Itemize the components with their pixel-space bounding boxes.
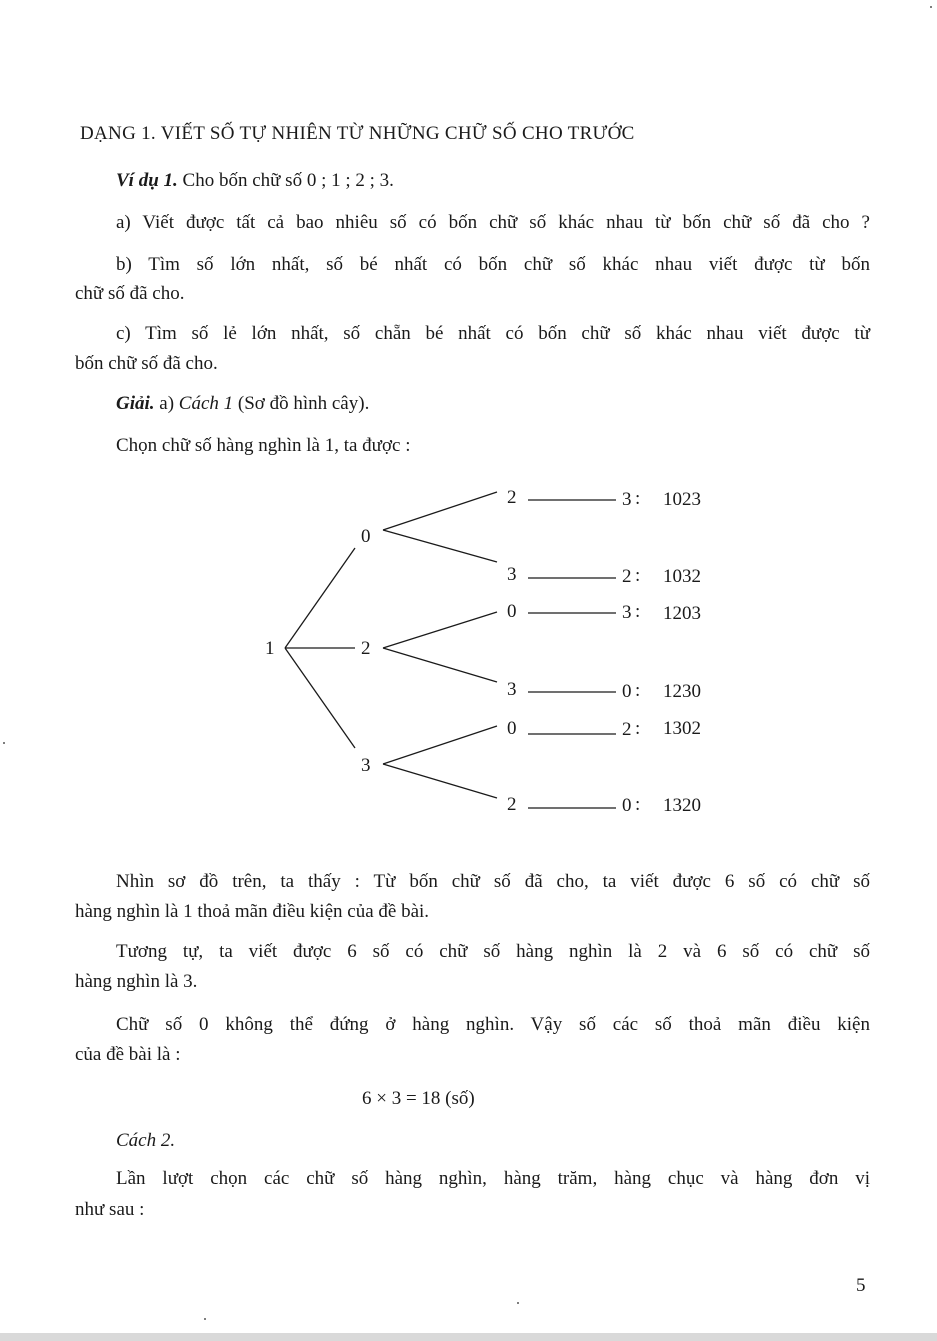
example-part-c-line2: bốn chữ số đã cho. (75, 353, 218, 374)
tree-edge (383, 492, 497, 530)
tree-colon: : (635, 794, 641, 815)
scan-bottom-edge (0, 1333, 937, 1341)
tree-node-units: 2 (622, 719, 632, 740)
tree-node-hundreds: 2 (507, 487, 517, 508)
tree-node-level2: 2 (361, 638, 371, 659)
tree-node-units: 3 (622, 489, 632, 510)
tree-colon: : (635, 601, 641, 622)
section-heading: DẠNG 1. VIẾT SỐ TỰ NHIÊN TỪ NHỮNG CHỮ SỐ CHO TRƯỚC (80, 123, 635, 144)
tree-node-hundreds: 2 (507, 794, 517, 815)
example-intro-line (116, 170, 394, 192)
tree-node-level2: 0 (361, 526, 371, 547)
tree-node-hundreds: 0 (507, 601, 517, 622)
paragraph-1-line1: Nhìn sơ đồ trên, ta thấy : Từ bốn chữ số đã cho, ta viết được 6 số có chữ số (116, 871, 870, 892)
tree-colon: : (635, 680, 641, 701)
example-intro: Cho bốn chữ số 0 ; 1 ; 2 ; 3. (182, 170, 394, 191)
paragraph-2-line2: hàng nghìn là 3. (75, 971, 198, 992)
method2-label: Cách 2. (116, 1130, 176, 1151)
tree-edge (285, 648, 355, 748)
example-label: Ví dụ 1. (116, 170, 178, 191)
tree-edge (383, 726, 497, 764)
tree-edge (383, 648, 497, 682)
tree-result-number: 1302 (663, 718, 701, 739)
tree-node-units: 3 (622, 602, 632, 623)
tree-node-hundreds: 3 (507, 679, 517, 700)
example-part-b-line1: b) Tìm số lớn nhất, số bé nhất có bốn chữ số khác nhau viết được từ bốn (116, 254, 870, 275)
tree-diagram (0, 470, 937, 820)
tree-colon: : (635, 488, 641, 509)
paragraph-3-line2: của đề bài là : (75, 1044, 181, 1065)
tree-edge (285, 548, 355, 648)
tree-root: 1 (265, 638, 275, 659)
method1-label: Cách 1 (178, 393, 234, 414)
example-part-b-line2: chữ số đã cho. (75, 283, 185, 304)
scan-speck (204, 1318, 206, 1320)
scan-speck (3, 742, 5, 744)
method1-note: (Sơ đồ hình cây). (237, 393, 370, 414)
scan-speck (517, 1302, 519, 1304)
tree-edge (383, 612, 497, 648)
paragraph-3-line1: Chữ số 0 không thể đứng ở hàng nghìn. Vậy số các số thoả mãn điều kiện (116, 1014, 870, 1035)
tree-edge (383, 764, 497, 798)
tree-colon: : (635, 565, 641, 586)
tree-colon: : (635, 718, 641, 739)
solution-line (116, 393, 369, 415)
paragraph-4-line2: như sau : (75, 1199, 145, 1220)
tree-result-number: 1032 (663, 566, 701, 587)
paragraph-1-line2: hàng nghìn là 1 thoả mãn điều kiện của đề bài. (75, 901, 430, 922)
solution-label: Giải. (116, 393, 155, 414)
tree-edge (383, 530, 497, 562)
tree-node-level2: 3 (361, 755, 371, 776)
page-number: 5 (856, 1275, 866, 1296)
solution-part-a: a) (159, 393, 175, 414)
choose-thousands-line: Chọn chữ số hàng nghìn là 1, ta được : (116, 435, 411, 456)
scan-speck (930, 6, 932, 8)
tree-result-number: 1320 (663, 795, 701, 816)
paragraph-4-line1: Lần lượt chọn các chữ số hàng nghìn, hàng trăm, hàng chục và hàng đơn vị (116, 1168, 870, 1189)
example-part-c-line1: c) Tìm số lẻ lớn nhất, số chẵn bé nhất có bốn chữ số khác nhau viết được từ (116, 323, 870, 344)
tree-node-hundreds: 3 (507, 564, 517, 585)
tree-node-units: 2 (622, 566, 632, 587)
tree-result-number: 1023 (663, 489, 701, 510)
paragraph-2-line1: Tương tự, ta viết được 6 số có chữ số hàng nghìn là 2 và 6 số có chữ số (116, 941, 870, 962)
count-equation: 6 × 3 = 18 (số) (362, 1088, 475, 1109)
tree-result-number: 1203 (663, 603, 701, 624)
tree-node-units: 0 (622, 681, 632, 702)
tree-node-units: 0 (622, 795, 632, 816)
example-part-a: a) Viết được tất cả bao nhiêu số có bốn chữ số khác nhau từ bốn chữ số đã cho ? (116, 212, 870, 233)
tree-node-hundreds: 0 (507, 718, 517, 739)
tree-result-number: 1230 (663, 681, 701, 702)
